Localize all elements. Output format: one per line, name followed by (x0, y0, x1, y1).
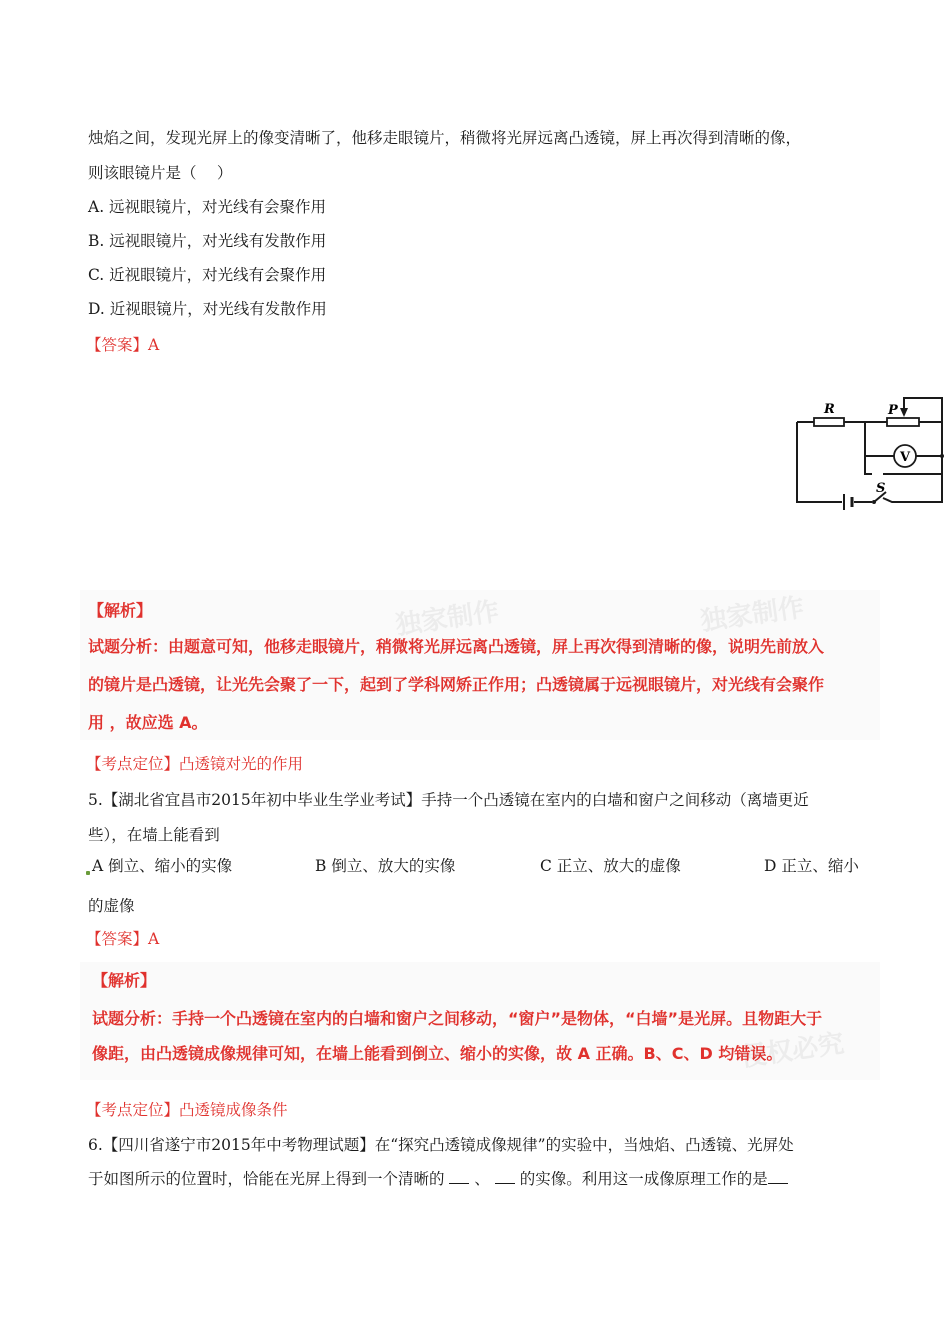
answer-blank[interactable] (449, 1169, 469, 1184)
q4-option-c: C. 近视眼镜片，对光线有会聚作用 (88, 266, 327, 284)
q6-text-line-2 (88, 1168, 788, 1190)
q5-text-line: 5.【湖北省宜昌市2015年初中毕业生学业考试】手持一个凸透镜在室内的白墙和窗户之间移动（离墙更近 (88, 791, 809, 809)
q5-analysis-heading: 【解析】 (92, 971, 157, 990)
q4-option-d: D. 近视眼镜片，对光线有发散作用 (88, 300, 327, 318)
label-v: V (900, 450, 911, 465)
q5-text-line: 的虚像 (88, 897, 135, 915)
q4-answer: 【答案】A (86, 336, 160, 354)
node-dot (940, 454, 944, 458)
watermark: 独家制作 (393, 596, 501, 642)
q4-analysis-line: 的镜片是凸透镜，让光先会聚了一下，起到了学科网矫正作用；凸透镜属于远视眼镜片，对光线有会聚作 (88, 675, 825, 694)
q6-text-part: 的实像。利用这一成像原理工作的是 (519, 1170, 768, 1188)
q4-analysis-line: 试题分析：由题意可知，他移走眼镜片，稍微将光屏远离凸透镜，屏上再次得到清晰的像，说明先前放入 (88, 637, 825, 656)
slider-arrow (900, 408, 908, 417)
rheostat-p (887, 418, 919, 426)
q5-analysis-line: 试题分析：手持一个凸透镜在室内的白墙和窗户之间移动，“窗户”是物体，“白墙”是光屏。且物距大于 (92, 1009, 823, 1028)
watermark: 侵权必究 (738, 1028, 846, 1074)
q4-analysis-line: 用 ，故应选 A。 (88, 713, 208, 732)
bullet-dot (86, 871, 90, 875)
label-p: P (888, 403, 898, 418)
q5-option-a: A 倒立、缩小的实像 (92, 857, 233, 875)
q4-knowledge-point: 【考点定位】凸透镜对光的作用 (86, 755, 304, 773)
q5-option-b: B 倒立、放大的实像 (315, 857, 456, 875)
q5-analysis-line: 像距，由凸透镜成像规律可知，在墙上能看到倒立、缩小的实像，故 A 正确。B、C、D 均错误。 (92, 1044, 783, 1063)
resistor-r (814, 418, 844, 426)
q5-text-line: 些），在墙上能看到 (88, 826, 220, 844)
q5-option-c: C 正立、放大的虚像 (540, 857, 681, 875)
q6-text-part: 、 (474, 1170, 490, 1188)
q5-option-d: D 正立、缩小 (764, 857, 859, 875)
q5-knowledge-point: 【考点定位】凸透镜成像条件 (86, 1101, 288, 1119)
q4-analysis-heading: 【解析】 (88, 601, 153, 620)
watermark: 独家制作 (698, 592, 806, 638)
q6-text-line: 6.【四川省遂宁市2015年中考物理试题】在“探究凸透镜成像规律”的实验中，当烛焰、凸透镜、光屏处 (88, 1136, 794, 1154)
q6-text-part: 于如图所示的位置时，恰能在光屏上得到一个清晰的 (88, 1170, 445, 1188)
q4-text-line: 则该眼镜片是（ ） (88, 164, 233, 182)
circuit-diagram (792, 394, 948, 512)
q4-text-line: 烛焰之间，发现光屏上的像变清晰了，他移走眼镜片，稍微将光屏远离凸透镜，屏上再次得到清晰的像， (88, 129, 802, 147)
answer-blank[interactable] (495, 1169, 515, 1184)
label-s: S (876, 481, 886, 496)
label-r: R (824, 402, 835, 417)
answer-blank[interactable] (768, 1169, 788, 1184)
q5-answer: 【答案】A (86, 930, 160, 948)
q4-option-b: B. 远视眼镜片，对光线有发散作用 (88, 232, 327, 250)
q4-option-a: A. 远视眼镜片，对光线有会聚作用 (88, 198, 327, 216)
